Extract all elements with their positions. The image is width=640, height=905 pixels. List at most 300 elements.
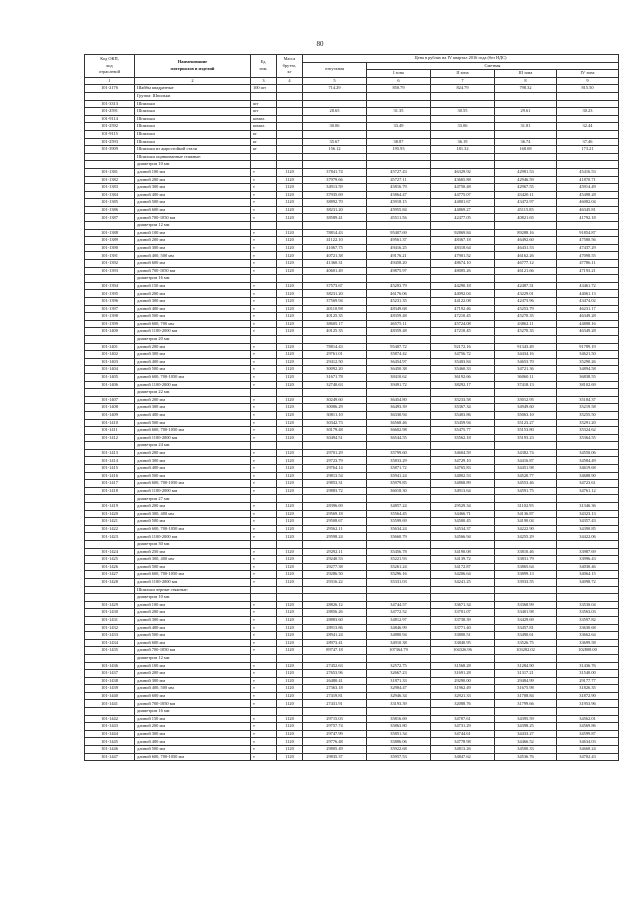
wholesale-price-cell: 40601.49	[303, 267, 367, 275]
name-cell: длиной 300 мм	[135, 298, 251, 306]
empty-cell	[495, 153, 557, 161]
zone-2-price-cell: 35403.84	[431, 358, 495, 366]
zone-3-price-cell: 45270.35	[495, 313, 557, 321]
empty-cell	[277, 335, 303, 343]
wholesale-price-cell: 29598.24	[303, 533, 367, 541]
empty-cell	[367, 708, 431, 716]
table-row	[85, 206, 619, 214]
section-row	[85, 654, 619, 662]
mass-cell: 1120	[277, 609, 303, 617]
empty-cell	[431, 153, 495, 161]
mass-cell: 1120	[277, 434, 303, 442]
code-cell: 101-1444	[85, 730, 135, 738]
code-cell: 101-9115	[85, 130, 135, 138]
code-cell: 101-1442	[85, 715, 135, 723]
empty-cell	[277, 442, 303, 450]
empty-cell	[303, 389, 367, 397]
zone-4-price-cell: 46349.28	[557, 313, 619, 321]
wholesale-price-cell: 29316.22	[303, 578, 367, 586]
section-title: диаметром 16 мм	[135, 275, 251, 283]
wholesale-price-cell: 37841.74	[303, 168, 367, 176]
name-cell: длиной 200 мм	[135, 449, 251, 457]
section-title: диаметром 16 мм	[135, 708, 251, 716]
zone-4-price-cell: 35290.26	[557, 358, 619, 366]
wholesale-price-cell: 27452.63	[303, 662, 367, 670]
zone-4-price-cell: 34550.06	[557, 449, 619, 457]
zone-1-price-cell: 36018.30	[367, 487, 431, 495]
wholesale-price-cell: 28913.86	[303, 624, 367, 632]
empty-cell	[431, 594, 495, 602]
zone-4-price-cell: 34064.15	[557, 571, 619, 579]
zone-2-price-cell: 29529.34	[431, 503, 495, 511]
empty-cell	[367, 442, 431, 450]
zone-3-price-cell: 43420.11	[495, 191, 557, 199]
wholesale-price-cell: 29562.11	[303, 525, 367, 533]
zone-3-price-cell: 168.08	[495, 146, 557, 154]
zone-3-price-cell	[495, 130, 557, 138]
zone-1-price-cell: 35296.16	[367, 571, 431, 579]
zone-2-price-cell: 34172.87	[431, 563, 495, 571]
name-cell: длиной 400 мм	[135, 191, 251, 199]
wholesale-price-cell: 29286.50	[303, 571, 367, 579]
zone-3-price-cell: 31284.90	[495, 662, 557, 670]
code-cell: 101-1446	[85, 746, 135, 754]
mass-cell: 1120	[277, 578, 303, 586]
unit-cell: т	[251, 457, 277, 465]
empty-cell	[251, 442, 277, 450]
section-title: Шпильки черные стяжные:	[135, 586, 251, 594]
wholesale-price-cell	[303, 100, 367, 108]
mass-cell: 1120	[277, 404, 303, 412]
mass-cell: 1120	[277, 510, 303, 518]
zone-1-price-cell: 35871.72	[367, 465, 431, 473]
code-cell: 101-1432	[85, 624, 135, 632]
name-cell: длиной 600 мм	[135, 692, 251, 700]
code-cell: 101-1425	[85, 556, 135, 564]
wholesale-price-cell: 40721.38	[303, 252, 367, 260]
name-cell: длиной 600, 700-1050 мм	[135, 525, 251, 533]
code-cell: 101-1398	[85, 313, 135, 321]
name-cell: длиной 300 мм	[135, 244, 251, 252]
table-row	[85, 320, 619, 328]
unit-cell: т	[251, 465, 277, 473]
zone-3-price-cell: 33865.64	[495, 563, 557, 571]
unit-cell: т	[251, 373, 277, 381]
unit-cell: т	[251, 548, 277, 556]
mass-cell: 1120	[277, 685, 303, 693]
zone-2-price-cell: 34802.53	[431, 472, 495, 480]
zone-3-price-cell: 33933.55	[495, 578, 557, 586]
table-row	[85, 115, 619, 123]
zone-2-price-cell	[431, 100, 495, 108]
mass-cell: 1120	[277, 548, 303, 556]
zone-4-price-cell: 33630.68	[557, 624, 619, 632]
table-row	[85, 571, 619, 579]
wholesale-price-cell: 29723.79	[303, 457, 367, 465]
mass-cell: 1120	[277, 366, 303, 374]
zone-2-price-cell: 34500.45	[431, 518, 495, 526]
mass-cell: 1120	[277, 282, 303, 290]
table-row	[85, 670, 619, 678]
zone-2-price-cell: 34729.10	[431, 457, 495, 465]
wholesale-price-cell: 29277.38	[303, 563, 367, 571]
wholesale-price-cell: 30811.10	[303, 411, 367, 419]
table-row	[85, 609, 619, 617]
zone-2-price-cell: 35403.86	[431, 411, 495, 419]
unit-cell: т	[251, 578, 277, 586]
wholesale-price-cell: 29776.48	[303, 738, 367, 746]
zone-1-price-cell: 45816.79	[367, 184, 431, 192]
zone-1-price-cell: 35886.06	[367, 738, 431, 746]
zone-4-price-cell	[557, 130, 619, 138]
unit-cell: т	[251, 267, 277, 275]
table-row	[85, 191, 619, 199]
table-row	[85, 282, 619, 290]
zone-3-price-cell: 42946.59	[495, 176, 557, 184]
section-row	[85, 275, 619, 283]
zone-2-price-cell: 92869.84	[431, 229, 495, 237]
mass-cell: 1120	[277, 639, 303, 647]
table-row	[85, 533, 619, 541]
wholesale-price-cell: 28396.69	[303, 503, 367, 511]
mass-cell: 1120	[277, 480, 303, 488]
mass-cell: 1120	[277, 738, 303, 746]
unit-cell: т	[251, 168, 277, 176]
zone-3-price-cell: 34433.27	[495, 730, 557, 738]
table-row	[85, 404, 619, 412]
unit-cell: т	[251, 358, 277, 366]
zone-1-price-cell: 35979.85	[367, 480, 431, 488]
code-cell: 101-1410	[85, 419, 135, 427]
empty-cell	[495, 586, 557, 594]
mass-cell: 1120	[277, 662, 303, 670]
name-cell: длиной 400 мм	[135, 624, 251, 632]
empty-cell	[431, 335, 495, 343]
zone-3-price-cell: 34949.60	[495, 404, 557, 412]
zone-2-price-cell: 34566.94	[431, 533, 495, 541]
code-cell: 101-1385	[85, 199, 135, 207]
mass-cell: 1120	[277, 465, 303, 473]
zone-3-price-cell: 29.61	[495, 108, 557, 116]
empty-cell	[431, 161, 495, 169]
table-row	[85, 525, 619, 533]
zone-2-price-cell: 48005.26	[431, 267, 495, 275]
name-cell: длиной 100 мм	[135, 168, 251, 176]
empty-cell	[85, 275, 135, 283]
table-row	[85, 168, 619, 176]
zone-2-price-cell: 33771.40	[431, 624, 495, 632]
name-cell: длиной 400 мм	[135, 358, 251, 366]
zone-4-price-cell: 44061.13	[557, 290, 619, 298]
zone-4-header: IV зона	[557, 70, 619, 78]
name-cell: длиной 500 мм	[135, 199, 251, 207]
mass-cell	[277, 146, 303, 154]
mass-cell: 1120	[277, 503, 303, 511]
table-row	[85, 328, 619, 336]
mass-cell: 1120	[277, 525, 303, 533]
empty-cell	[431, 442, 495, 450]
table-row	[85, 715, 619, 723]
empty-cell	[557, 708, 619, 716]
name-cell: длиной 1100-2000 мм	[135, 434, 251, 442]
unit-cell: т	[251, 214, 277, 222]
empty-cell	[303, 92, 367, 100]
name-cell: длиной 400, 500 мм	[135, 685, 251, 693]
zone-3-price-cell: 33899.13	[495, 571, 557, 579]
zone-1-price-cell: 45727.43	[367, 168, 431, 176]
mass-cell: 1120	[277, 571, 303, 579]
code-cell: 101-9114	[85, 115, 135, 123]
zone-2-price-cell: 34813.26	[431, 746, 495, 754]
mass-cell: 1120	[277, 237, 303, 245]
mass-cell: 1120	[277, 206, 303, 214]
code-cell: 101-1392	[85, 260, 135, 268]
zone-4-price-cell: 45914.49	[557, 184, 619, 192]
zone-3-price-cell: 33831.79	[495, 556, 557, 564]
zone-4-price-cell: 47580.56	[557, 237, 619, 245]
wholesale-price-cell: 32740.63	[303, 381, 367, 389]
wholesale-price-cell: 37573.67	[303, 282, 367, 290]
name-cell: длиной 500 мм	[135, 366, 251, 374]
unit-cell: т	[251, 411, 277, 419]
unit-cell: т	[251, 206, 277, 214]
zone-4-price-cell: 35364.55	[557, 434, 619, 442]
empty-cell	[85, 335, 135, 343]
mass-cell: 1120	[277, 290, 303, 298]
unit-cell: т	[251, 677, 277, 685]
zone-2-price-cell: 35460.33	[431, 366, 495, 374]
table-row	[85, 700, 619, 708]
zone-1-price-cell: 36454.80	[367, 396, 431, 404]
empty-cell	[557, 275, 619, 283]
empty-cell	[251, 161, 277, 169]
unit-cell: шт	[251, 108, 277, 116]
empty-cell	[557, 161, 619, 169]
unit-cell: т	[251, 419, 277, 427]
zone-4-price-cell: 34599.87	[557, 730, 619, 738]
zone-2-price-cell: 34778.98	[431, 738, 495, 746]
table-row	[85, 351, 619, 359]
zone-3-price-cell: 33457.81	[495, 624, 557, 632]
empty-cell	[367, 92, 431, 100]
empty-cell	[85, 389, 135, 397]
wholesale-price-cell: 38892.70	[303, 199, 367, 207]
wholesale-price-cell: 29805.49	[303, 746, 367, 754]
table-row	[85, 108, 619, 116]
name-cell: длиной 200 мм	[135, 670, 251, 678]
empty-cell	[85, 594, 135, 602]
zone-4-price-cell: 815.50	[557, 85, 619, 93]
zone-1-price-cell: 35799.60	[367, 449, 431, 457]
table-row	[85, 100, 619, 108]
empty-cell	[251, 92, 277, 100]
mass-cell: 1120	[277, 427, 303, 435]
unit-cell: т	[251, 260, 277, 268]
empty-cell	[367, 335, 431, 343]
mass-cell: 1120	[277, 730, 303, 738]
section-title: диаметром 12 мм	[135, 654, 251, 662]
zone-3-price-cell: 34451.98	[495, 465, 557, 473]
empty-cell	[495, 335, 557, 343]
table-row	[85, 556, 619, 564]
zone-1-price-cell: 35851.34	[367, 730, 431, 738]
name-cell: длиной 300, 400 мм	[135, 556, 251, 564]
table-row	[85, 419, 619, 427]
mass-cell: 1120	[277, 601, 303, 609]
mass-cell: 1120	[277, 647, 303, 655]
zone-2-price-cell: 34534.37	[431, 525, 495, 533]
empty-cell	[85, 442, 135, 450]
mass-cell: 1120	[277, 320, 303, 328]
code-cell: 101-1393	[85, 267, 135, 275]
wholesale-price-cell: 30494.51	[303, 434, 367, 442]
name-cell: Шайбы квадратные	[135, 85, 251, 93]
unit-cell: т	[251, 427, 277, 435]
zone-1-price-cell: 195.93	[367, 146, 431, 154]
zone-1-price-cell: 34910.38	[367, 639, 431, 647]
code-cell: 101-1418	[85, 487, 135, 495]
zone-2-price-cell: 47192.46	[431, 305, 495, 313]
empty-cell	[85, 654, 135, 662]
empty-cell	[367, 161, 431, 169]
empty-cell	[251, 586, 277, 594]
section-row	[85, 541, 619, 549]
zone-3-price-cell: 31708.84	[495, 692, 557, 700]
zone-3-price-cell: 34434.16	[495, 351, 557, 359]
zone-4-price-cell: 29177.77	[557, 677, 619, 685]
code-cell: 101-1394	[85, 282, 135, 290]
zone-1-price-cell: 45955.84	[367, 206, 431, 214]
zone-1-price-cell: 36602.98	[367, 427, 431, 435]
zone-2-price-cell: 44750.48	[431, 184, 495, 192]
empty-cell	[251, 275, 277, 283]
zone-2-price-cell: 42477.05	[431, 214, 495, 222]
zone-1-price-cell: 33.49	[367, 123, 431, 131]
zone-1-price-cell: 38.87	[367, 138, 431, 146]
zone-4-price-cell: 33530.04	[557, 601, 619, 609]
mass-cell: 1120	[277, 723, 303, 731]
name-cell: длиной 300 мм	[135, 404, 251, 412]
zone-3-price-cell	[495, 100, 557, 108]
zone-3-price-cell: 35153.80	[495, 427, 557, 435]
price-table	[84, 54, 619, 761]
empty-cell	[251, 222, 277, 230]
zone-1-price-cell: 48349.68	[367, 305, 431, 313]
zone-4-price-cell: 34390.85	[557, 525, 619, 533]
zone-1-price-cell: 31.35	[367, 108, 431, 116]
zone-1-price-cell: 45511.56	[367, 214, 431, 222]
table-row	[85, 411, 619, 419]
zone-3-price-cell: 34653.70	[495, 358, 557, 366]
wholesale-price-cell: 156.12	[303, 146, 367, 154]
wholesale-price-cell: 78814.43	[303, 343, 367, 351]
mass-cell: 1120	[277, 677, 303, 685]
zone-2-price-cell: 31962.49	[431, 685, 495, 693]
zone-4-price-cell: 35184.37	[557, 396, 619, 404]
table-row	[85, 738, 619, 746]
empty-cell	[85, 586, 135, 594]
name-cell: длиной 300, 400 мм	[135, 510, 251, 518]
name-cell: длиной 700-1050 мм	[135, 214, 251, 222]
zone-4-price-cell: 43474.02	[557, 298, 619, 306]
zone-1-price-cell: 38410.62	[367, 373, 431, 381]
zone-1-price-cell: 35941.24	[367, 472, 431, 480]
zone-3-price-cell: 46431.53	[495, 244, 557, 252]
code-cell: 101-1428	[85, 578, 135, 586]
code-cell: 101-1387	[85, 214, 135, 222]
unit-cell: т	[251, 639, 277, 647]
unit-cell: кг	[251, 146, 277, 154]
zone-3-header: III зона	[495, 70, 557, 78]
zone-1-price-cell: 48359.48	[367, 313, 431, 321]
name-header: Наименование материалов и изделий	[135, 55, 251, 78]
zone-4-price-cell: 34702.43	[557, 753, 619, 761]
zone-4-price-cell: 34761.12	[557, 487, 619, 495]
wholesale-price-cell: 41360.31	[303, 260, 367, 268]
zone-3-price-cell: 34255.29	[495, 533, 557, 541]
name-cell: длиной 300 мм	[135, 616, 251, 624]
zone-4-price-cell: 34569.86	[557, 723, 619, 731]
name-cell: длиной 300 мм	[135, 730, 251, 738]
wholesale-price-cell: 30179.48	[303, 427, 367, 435]
zone-2-price-cell: 44092.04	[431, 290, 495, 298]
wholesale-price-cell: 37569.94	[303, 298, 367, 306]
table-row	[85, 85, 619, 93]
code-cell: 101-1413	[85, 449, 135, 457]
zone-4-price-cell: 173.21	[557, 146, 619, 154]
zone-3-price-cell: 46777.12	[495, 260, 557, 268]
unit-cell: т	[251, 571, 277, 579]
code-cell: 101-1429	[85, 601, 135, 609]
empty-cell	[303, 335, 367, 343]
zone-3-price-cell: 34398.25	[495, 723, 557, 731]
table-row	[85, 176, 619, 184]
section-title: диаметром 10 мм	[135, 161, 251, 169]
mass-cell: 1120	[277, 472, 303, 480]
code-cell: 101-1445	[85, 738, 135, 746]
zone-1-price-cell: 35564.45	[367, 510, 431, 518]
zone-3-price-cell: 43862.11	[495, 320, 557, 328]
zone-4-price-cell: 33996.43	[557, 556, 619, 564]
zone-4-price-cell: 44808.16	[557, 320, 619, 328]
unit-cell: т	[251, 616, 277, 624]
mass-cell: 1120	[277, 373, 303, 381]
table-row	[85, 199, 619, 207]
zone-2-price-cell: 38292.17	[431, 381, 495, 389]
wholesale-price-cell: 29701.29	[303, 449, 367, 457]
zone-4-price-cell: 45416.53	[557, 168, 619, 176]
empty-cell	[557, 495, 619, 503]
zone-2-price-cell: 46329.92	[431, 168, 495, 176]
name-cell: Шпильки из жаростойкой стали	[135, 146, 251, 154]
mass-cell	[277, 123, 303, 131]
zone-3-price-cell: 42473.96	[495, 298, 557, 306]
zone-2-price-cell: 36.19	[431, 138, 495, 146]
name-cell: длиной 200 мм	[135, 723, 251, 731]
empty-cell	[303, 442, 367, 450]
table-row	[85, 730, 619, 738]
mass-cell: 1120	[277, 411, 303, 419]
zone-4-price-cell: 47786.11	[557, 260, 619, 268]
code-cell: 101-1439	[85, 685, 135, 693]
name-cell: Шпильки	[135, 108, 251, 116]
unit-cell: т	[251, 662, 277, 670]
zone-2-price-cell: 48367.18	[431, 237, 495, 245]
zone-3-price-cell: 34536.76	[495, 753, 557, 761]
unit-cell: т	[251, 715, 277, 723]
table-row	[85, 305, 619, 313]
mass-cell: 1120	[277, 176, 303, 184]
